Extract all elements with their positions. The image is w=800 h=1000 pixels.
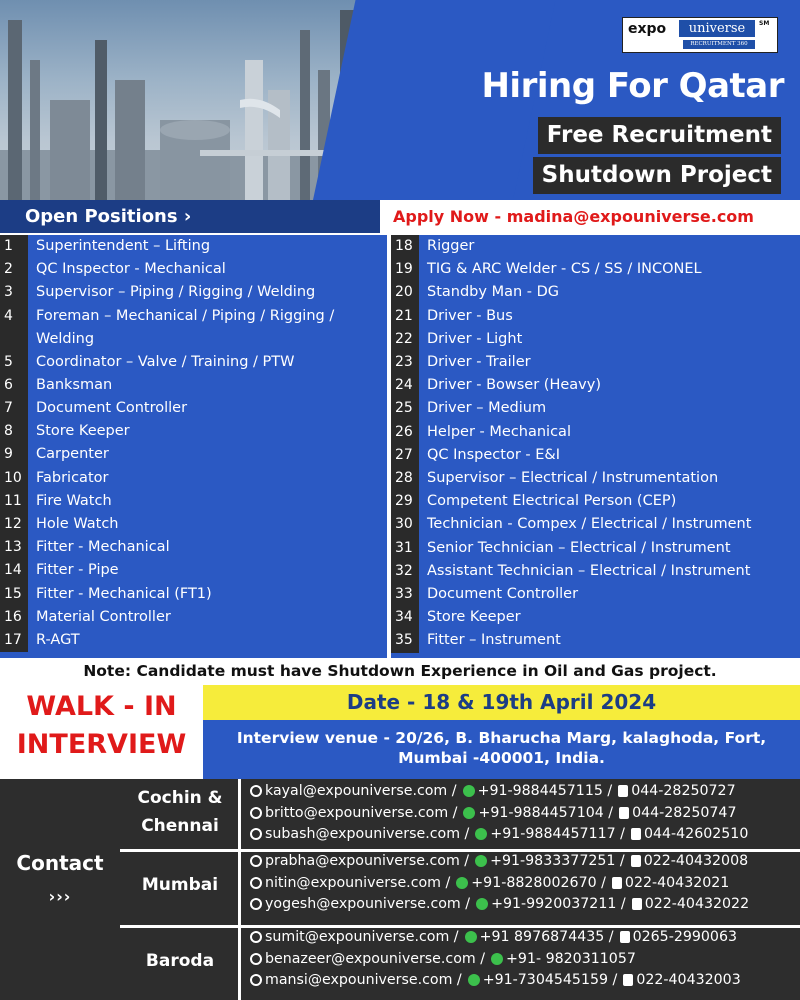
position-number: 18 bbox=[391, 235, 419, 258]
email-icon bbox=[250, 931, 262, 943]
free-recruitment-tag: Free Recruitment bbox=[538, 117, 781, 154]
logo-expo-text: expo bbox=[628, 21, 667, 37]
contact-email[interactable]: nitin@expouniverse.com bbox=[265, 874, 441, 891]
position-row bbox=[391, 513, 800, 536]
separator: / bbox=[448, 804, 458, 821]
position-title: Helper - Mechanical bbox=[427, 423, 571, 440]
position-title: Fabricator bbox=[36, 469, 109, 486]
position-row bbox=[0, 513, 387, 536]
position-number: 10 bbox=[0, 467, 28, 490]
position-row bbox=[391, 305, 800, 328]
apply-now-email[interactable]: Apply Now - madina@expouniverse.com bbox=[380, 200, 800, 233]
contact-label: Contact bbox=[16, 851, 104, 875]
contact-city bbox=[122, 951, 238, 971]
position-title: Superintendent – Lifting bbox=[36, 238, 211, 254]
position-number: 31 bbox=[391, 537, 419, 560]
logo-subtitle: RECRUITMENT 360 bbox=[683, 40, 755, 49]
position-row bbox=[0, 258, 387, 281]
position-number: 28 bbox=[391, 467, 419, 490]
contact-line bbox=[250, 929, 737, 945]
position-title: R-AGT bbox=[36, 632, 80, 649]
position-title: Rigger bbox=[427, 238, 475, 254]
position-number: 2 bbox=[0, 258, 28, 281]
contact-line bbox=[250, 896, 749, 912]
contact-arrows-icon: ››› bbox=[48, 887, 72, 906]
position-title: Driver - Bowser (Heavy) bbox=[427, 377, 601, 394]
position-row bbox=[0, 536, 387, 559]
shutdown-project-tag: Shutdown Project bbox=[533, 157, 781, 194]
contact-email[interactable]: sumit@expouniverse.com bbox=[265, 929, 450, 945]
position-number: 34 bbox=[391, 606, 419, 629]
interview-date: Date - 18 & 19th April 2024 bbox=[203, 685, 800, 720]
position-title: Coordinator – Valve / Training / PTW bbox=[36, 353, 295, 370]
position-row bbox=[391, 328, 800, 351]
city-line-1: Cochin & bbox=[137, 788, 223, 808]
separator: / bbox=[596, 874, 606, 891]
position-title: Material Controller bbox=[36, 608, 171, 625]
header-banner bbox=[0, 0, 800, 233]
position-row bbox=[0, 583, 387, 606]
separator: / bbox=[602, 783, 613, 799]
position-title: Banksman bbox=[36, 376, 113, 393]
position-title: Store Keeper bbox=[36, 423, 130, 440]
email-icon bbox=[250, 898, 262, 910]
position-number: 7 bbox=[0, 397, 28, 420]
contact-phone[interactable]: 044-28250747 bbox=[632, 804, 737, 821]
position-row bbox=[391, 537, 800, 560]
phone-icon bbox=[631, 828, 641, 840]
walk-in-title: WALK - IN bbox=[26, 691, 177, 722]
position-title: Carpenter bbox=[36, 446, 109, 463]
phone-icon bbox=[612, 877, 622, 889]
contact-mobile[interactable]: +91-9833377251 bbox=[490, 853, 616, 869]
contact-mobile[interactable]: +91-9884457104 bbox=[478, 804, 604, 821]
position-row bbox=[0, 490, 387, 513]
shutdown-note: Note: Candidate must have Shutdown Experience in Oil and Gas project. bbox=[0, 658, 800, 685]
position-title: Foreman – Mechanical / Piping / Rigging / Welding bbox=[36, 307, 335, 347]
venue-line-1: Interview venue - 20/26, B. Bharucha Marg, kalaghoda, Fort, bbox=[236, 729, 767, 747]
contact-line bbox=[250, 805, 737, 821]
contact-divider bbox=[238, 779, 241, 1000]
contact-line bbox=[250, 951, 636, 967]
contact-mobile[interactable]: +91-9920037211 bbox=[491, 896, 617, 912]
email-icon bbox=[250, 807, 262, 819]
separator: / bbox=[460, 826, 470, 842]
whatsapp-icon bbox=[468, 974, 480, 986]
contact-section bbox=[0, 779, 800, 1000]
contact-city bbox=[122, 788, 238, 836]
position-number: 6 bbox=[0, 374, 28, 397]
contact-mobile[interactable]: +91- 9820311057 bbox=[506, 950, 636, 967]
position-number: 35 bbox=[391, 629, 419, 652]
position-number: 5 bbox=[0, 351, 28, 374]
contact-phone[interactable]: 022-40432003 bbox=[636, 972, 741, 988]
position-row bbox=[391, 444, 800, 467]
separator: / bbox=[616, 896, 626, 912]
separator: / bbox=[447, 783, 457, 799]
position-row bbox=[0, 467, 387, 490]
whatsapp-icon bbox=[463, 807, 475, 819]
separator: / bbox=[452, 972, 462, 988]
position-row bbox=[0, 281, 387, 304]
contact-mobile[interactable]: +91-9884457117 bbox=[490, 826, 616, 842]
city-line-1: Baroda bbox=[145, 951, 215, 971]
positions-column-left bbox=[0, 235, 387, 652]
positions-column-right bbox=[391, 235, 800, 653]
contact-email[interactable]: benazeer@expouniverse.com bbox=[265, 950, 476, 967]
position-title: QC Inspector - E&I bbox=[427, 446, 560, 463]
email-icon bbox=[250, 855, 262, 867]
contact-block-divider bbox=[120, 849, 800, 852]
contact-phone[interactable]: 022-40432021 bbox=[624, 874, 730, 891]
position-number: 4 bbox=[0, 305, 28, 351]
position-title: Supervisor – Piping / Rigging / Welding bbox=[36, 284, 316, 301]
position-number: 21 bbox=[391, 305, 419, 328]
position-row bbox=[391, 583, 800, 606]
contact-line bbox=[250, 826, 748, 842]
company-logo bbox=[622, 17, 778, 53]
separator: / bbox=[603, 804, 614, 821]
position-title: Fitter - Pipe bbox=[36, 562, 119, 579]
position-number: 13 bbox=[0, 536, 28, 559]
contact-email[interactable]: kayal@expouniverse.com bbox=[265, 783, 448, 799]
contact-email[interactable]: yogesh@expouniverse.com bbox=[265, 896, 461, 912]
position-number: 33 bbox=[391, 583, 419, 606]
position-number: 25 bbox=[391, 397, 419, 420]
position-title: Competent Electrical Person (CEP) bbox=[427, 493, 677, 510]
contact-line bbox=[250, 972, 741, 988]
position-number: 19 bbox=[391, 258, 419, 281]
position-number: 27 bbox=[391, 444, 419, 467]
separator: / bbox=[449, 929, 459, 945]
separator: / bbox=[460, 896, 471, 912]
position-number: 11 bbox=[0, 490, 28, 513]
logo-universe-text: universe bbox=[679, 20, 755, 37]
whatsapp-icon bbox=[491, 953, 503, 965]
position-number: 23 bbox=[391, 351, 419, 374]
position-title: Senior Technician – Electrical / Instrument bbox=[427, 539, 731, 556]
whatsapp-icon bbox=[465, 931, 477, 943]
position-row bbox=[391, 374, 800, 397]
separator: / bbox=[604, 929, 614, 945]
position-title: Fitter – Instrument bbox=[427, 632, 561, 649]
email-icon bbox=[250, 828, 262, 840]
position-title: Fitter - Mechanical bbox=[36, 539, 170, 556]
position-row bbox=[0, 374, 387, 397]
contact-mobile[interactable]: +91-7304545159 bbox=[482, 972, 609, 988]
position-title: Document Controller bbox=[427, 586, 579, 603]
position-title: Store Keeper bbox=[427, 609, 521, 626]
contact-mobile[interactable]: +91-9884457115 bbox=[477, 783, 603, 799]
position-row bbox=[391, 281, 800, 304]
contact-line bbox=[250, 783, 736, 799]
position-row bbox=[0, 559, 387, 582]
phone-icon bbox=[623, 974, 633, 986]
contact-phone[interactable]: 044-28250727 bbox=[631, 783, 736, 799]
position-title: TIG & ARC Welder - CS / SS / INCONEL bbox=[427, 261, 702, 278]
position-title: Driver - Trailer bbox=[427, 354, 531, 371]
contact-email[interactable]: britto@expouniverse.com bbox=[265, 804, 449, 821]
position-number: 9 bbox=[0, 443, 28, 466]
position-row bbox=[0, 606, 387, 629]
whatsapp-icon bbox=[463, 785, 475, 797]
venue-line-2: Mumbai -400001, India. bbox=[398, 749, 605, 767]
contact-email[interactable]: prabha@expouniverse.com bbox=[265, 853, 460, 869]
separator: / bbox=[615, 853, 625, 869]
position-number: 8 bbox=[0, 420, 28, 443]
email-icon bbox=[250, 953, 262, 965]
position-number: 12 bbox=[0, 513, 28, 536]
separator: / bbox=[608, 972, 618, 988]
contact-mobile[interactable]: +91 8976874435 bbox=[479, 929, 605, 945]
logo-sm-mark: SM bbox=[759, 20, 770, 27]
position-row bbox=[391, 397, 800, 420]
position-number: 14 bbox=[0, 559, 28, 582]
contact-line bbox=[250, 853, 748, 869]
position-row bbox=[0, 420, 387, 443]
position-row bbox=[0, 305, 387, 351]
position-row bbox=[391, 606, 800, 629]
position-title: QC Inspector - Mechanical bbox=[36, 261, 226, 278]
position-title: Supervisor – Electrical / Instrumentation bbox=[427, 470, 719, 487]
whatsapp-icon bbox=[456, 877, 468, 889]
phone-icon bbox=[631, 855, 641, 867]
position-row bbox=[0, 351, 387, 374]
separator: / bbox=[615, 826, 625, 842]
position-title: Fitter - Mechanical (FT1) bbox=[36, 585, 212, 602]
walk-in-box bbox=[0, 685, 203, 779]
position-title: Driver - Light bbox=[427, 330, 523, 347]
open-positions-heading: Open Positions › bbox=[0, 200, 380, 233]
contact-phone[interactable]: 022-40432022 bbox=[644, 896, 750, 912]
position-row bbox=[0, 235, 387, 258]
contact-phone[interactable]: 0265-2990063 bbox=[632, 929, 738, 945]
page-title: Hiring For Qatar bbox=[481, 66, 784, 106]
contact-mobile[interactable]: +91-8828002670 bbox=[471, 874, 597, 891]
position-number: 15 bbox=[0, 583, 28, 606]
position-row bbox=[391, 235, 800, 258]
separator: / bbox=[475, 950, 486, 967]
position-row bbox=[391, 258, 800, 281]
email-icon bbox=[250, 974, 262, 986]
position-number: 1 bbox=[0, 235, 28, 258]
contact-phone[interactable]: 022-40432008 bbox=[643, 853, 749, 869]
position-row bbox=[391, 629, 800, 652]
position-row bbox=[0, 443, 387, 466]
position-row bbox=[391, 421, 800, 444]
email-icon bbox=[250, 877, 262, 889]
position-title: Hole Watch bbox=[36, 516, 119, 533]
email-icon bbox=[250, 785, 262, 797]
position-row bbox=[0, 629, 387, 652]
whatsapp-icon bbox=[475, 855, 487, 867]
position-title: Document Controller bbox=[36, 400, 188, 417]
interview-venue bbox=[203, 720, 800, 779]
position-number: 16 bbox=[0, 606, 28, 629]
separator: / bbox=[441, 874, 451, 891]
position-number: 26 bbox=[391, 421, 419, 444]
position-number: 24 bbox=[391, 374, 419, 397]
phone-icon bbox=[632, 898, 642, 910]
city-line-1: Mumbai bbox=[141, 875, 219, 895]
contact-phone[interactable]: 044-42602510 bbox=[643, 826, 749, 842]
phone-icon bbox=[619, 807, 629, 819]
phone-icon bbox=[618, 785, 628, 797]
phone-icon bbox=[620, 931, 630, 943]
contact-city bbox=[122, 875, 238, 895]
contact-line bbox=[250, 875, 729, 891]
contact-block-divider bbox=[120, 925, 800, 928]
position-number: 17 bbox=[0, 629, 28, 652]
position-row bbox=[391, 351, 800, 374]
position-row bbox=[391, 560, 800, 583]
position-title: Driver – Medium bbox=[427, 400, 547, 417]
positions-list bbox=[0, 235, 800, 658]
position-title: Standby Man - DG bbox=[427, 284, 560, 301]
position-title: Technician - Compex / Electrical / Instrument bbox=[427, 516, 752, 533]
separator: / bbox=[459, 853, 470, 869]
position-row bbox=[391, 490, 800, 513]
contact-email[interactable]: mansi@expouniverse.com bbox=[265, 972, 453, 988]
position-number: 20 bbox=[391, 281, 419, 304]
position-number: 30 bbox=[391, 513, 419, 536]
whatsapp-icon bbox=[475, 828, 487, 840]
interview-title: INTERVIEW bbox=[16, 729, 187, 760]
whatsapp-icon bbox=[476, 898, 488, 910]
position-title: Fire Watch bbox=[36, 492, 112, 509]
position-number: 3 bbox=[0, 281, 28, 304]
position-number: 22 bbox=[391, 328, 419, 351]
contact-email[interactable]: subash@expouniverse.com bbox=[265, 826, 461, 842]
position-number: 32 bbox=[391, 560, 419, 583]
position-row bbox=[391, 467, 800, 490]
position-number: 29 bbox=[391, 490, 419, 513]
position-title: Assistant Technician – Electrical / Instrument bbox=[427, 562, 751, 579]
city-line-2: Chennai bbox=[141, 816, 219, 836]
position-row bbox=[0, 397, 387, 420]
position-title: Driver - Bus bbox=[427, 307, 513, 324]
